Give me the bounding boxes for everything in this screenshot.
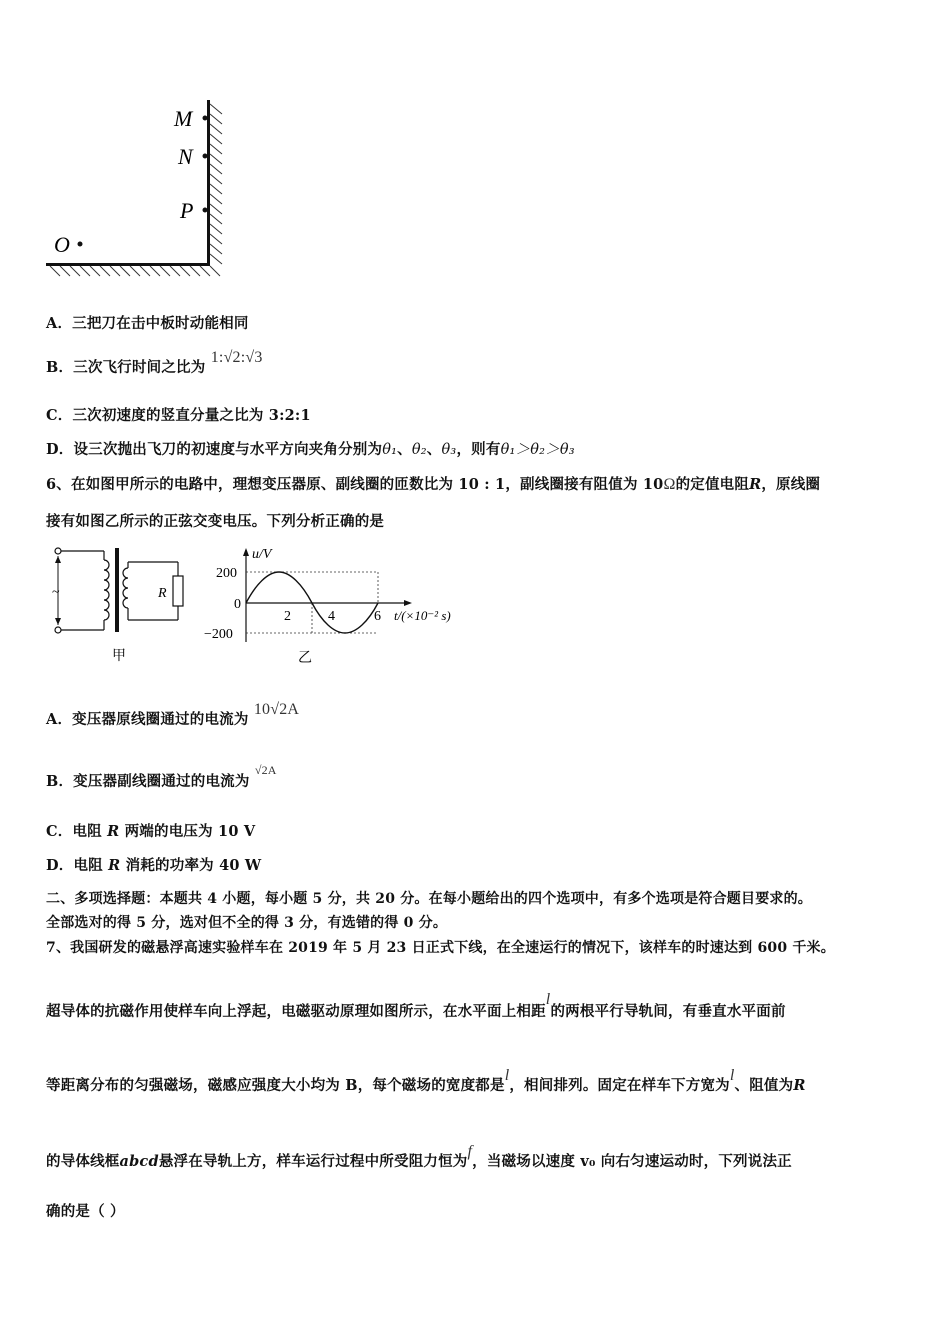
label-p: P [180, 198, 194, 223]
wall-figure [44, 96, 234, 280]
y-tick-0: 0 [234, 597, 241, 612]
q6-stem-line2: 接有如图乙所示的正弦交变电压。下列分析正确的是 [46, 513, 385, 530]
y-tick-200: 200 [216, 566, 237, 581]
sep2: 、 [426, 441, 442, 458]
label-m: M [174, 106, 193, 131]
q7-line2-post: 的两根平行导轨间，有垂直水平面前 [550, 1003, 786, 1020]
x-tick-6: 6 [374, 609, 381, 624]
q7-l-1: l [545, 991, 551, 1008]
section2-line1: 二、多项选择题：本题共 4 小题，每小题 5 分，共 20 分。在每小题给出的四个选项中，有多个选项是符合题目要求的。 [46, 891, 813, 907]
q7-l-3: l [729, 1067, 735, 1084]
q6-option-c [46, 820, 255, 841]
vertical-wall [207, 100, 210, 266]
q6-R: R [749, 476, 762, 493]
voltage-waveform [202, 546, 482, 670]
q6-line1-post: 的定值电阻 [675, 476, 750, 493]
q5-option-b-math: 1:√2:√3 [210, 349, 263, 366]
q6-option-b-math: √2A [254, 763, 277, 777]
floor [46, 263, 210, 266]
q6-line1-pre: 6、在如图甲所示的电路中，理想变压器原、副线圈的匝数比为 10 : 1，副线圈接有阻值为 10 [46, 476, 664, 493]
y-axis-label: u/V [252, 547, 272, 562]
q7-line2 [46, 991, 786, 1021]
q7-line3 [46, 1067, 806, 1095]
q5-option-a: A．三把刀在击中板时动能相同 [46, 315, 249, 332]
q7-abcd: abcd [119, 1153, 159, 1170]
q7-R: R [793, 1077, 806, 1094]
q7-l-2: l [504, 1067, 510, 1084]
q6-d-post: 消耗的功率为 40 W [125, 857, 262, 874]
q5-option-c: C．三次初速度的竖直分量之比为 3:2:1 [46, 407, 311, 424]
label-n: N [178, 144, 193, 169]
q7-line4-post: ，当磁场以速度 v₀ 向右匀速运动时，下列说法正 [472, 1153, 792, 1170]
q6-option-a-math: 10√2A [253, 701, 300, 718]
x-tick-2: 2 [284, 609, 291, 624]
x-axis-label: t/(×10⁻² s) [394, 608, 451, 623]
q6-line1-end: ，原线圈 [761, 476, 821, 493]
q7-line3-mid: ，相间排列。固定在样车下方宽为 [509, 1077, 730, 1094]
q6-c-post: 两端的电压为 10 V [124, 823, 256, 840]
q6-c-R: R [107, 823, 120, 840]
sep1: 、 [397, 441, 412, 458]
transformer-core [115, 548, 119, 632]
caption-jia: 甲 [112, 649, 126, 664]
tilde-symbol: ~ [52, 585, 60, 600]
point-o [78, 242, 83, 247]
q7-line5: 确的是（ ） [46, 1203, 125, 1220]
q6-d-pre: D．电阻 [46, 857, 103, 874]
q7-line4-pre: 的导体线框 [46, 1153, 120, 1170]
q7-line3-post: 、阻值为 [734, 1077, 794, 1094]
y-tick-neg200: −200 [204, 627, 233, 642]
theta1: θ₁ [382, 442, 398, 458]
resistor-label: R [158, 586, 167, 601]
q5-option-d [46, 438, 575, 459]
label-o: O [54, 232, 70, 257]
point-p [203, 208, 208, 213]
q5-option-b [46, 349, 263, 377]
q7-line4 [46, 1143, 792, 1171]
q6-option-d [46, 854, 261, 875]
q7-f: f [467, 1143, 473, 1160]
resistor-r [173, 576, 183, 606]
theta2: θ₂ [411, 442, 427, 458]
point-n [203, 154, 208, 159]
theta3: θ₃ [441, 442, 457, 458]
q6-option-b-text: B．变压器副线圈通过的电流为 [46, 773, 250, 790]
x-tick-4: 4 [328, 609, 335, 624]
d-mid: ，则有 [456, 441, 501, 458]
omega: Ω [663, 476, 676, 493]
theta-relation: θ₁＞θ₂＞θ₃ [500, 442, 575, 458]
q6-option-b [46, 763, 277, 791]
q5-option-d-text: D．设三次抛出飞刀的初速度与水平方向夹角分别为 [46, 441, 383, 458]
q7-line2-pre: 超导体的抗磁作用使样车向上浮起，电磁驱动原理如图所示，在水平面上相距 [46, 1003, 546, 1020]
q7-line4-mid: 悬浮在导轨上方，样车运行过程中所受阻力恒为 [158, 1153, 468, 1170]
q6-option-a [46, 701, 300, 729]
q6-c-pre: C．电阻 [46, 823, 102, 840]
point-m [203, 116, 208, 121]
transformer-circuit [46, 544, 196, 668]
caption-yi: 乙 [298, 651, 312, 666]
q6-stem-line1 [46, 473, 820, 494]
q6-option-a-text: A．变压器原线圈通过的电流为 [46, 711, 249, 728]
section2-line2: 全部选对的得 5 分，选对但不全的得 3 分，有选错的得 0 分。 [46, 915, 448, 931]
q5-option-b-text: B．三次飞行时间之比为 [46, 359, 206, 376]
q7-line1: 7、我国研发的磁悬浮高速实验样车在 2019 年 5 月 23 日正式下线，在全速运行的情况下，该样车的时速达到 600 千米。 [46, 940, 835, 956]
q6-d-R: R [108, 857, 121, 874]
q7-line3-pre: 等距离分布的匀强磁场，磁感应强度大小均为 B，每个磁场的宽度都是 [46, 1077, 505, 1094]
